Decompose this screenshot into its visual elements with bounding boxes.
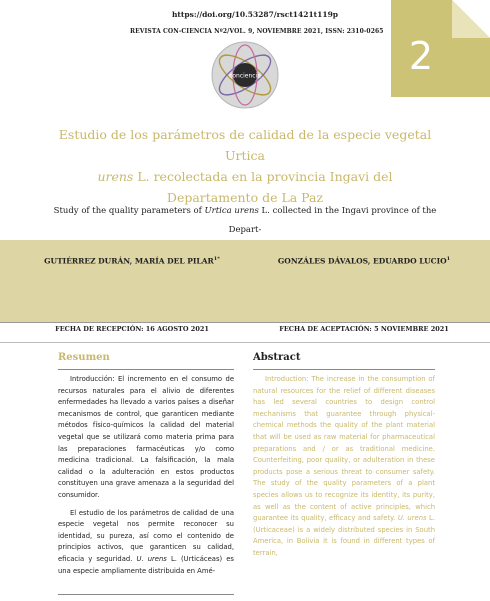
journal-logo: [210, 40, 280, 110]
divider: [253, 369, 435, 370]
page-fold-icon: [452, 0, 490, 38]
resumen-heading: Resumen: [58, 352, 110, 363]
title-en-part2: L. collected in the Ingavi province of the Depart-: [228, 206, 437, 235]
divider: [58, 594, 234, 595]
accepted-date: FECHA DE ACEPTACIÓN: 5 NOVIEMBRE 2021: [279, 325, 449, 333]
resumen-paragraph-2: El estudio de los parámetros de calidad de una especie vegetal nos permite reconocer su identidad, su pureza, así como el contenido de principios activos, que garanticen su calidad, eficacia y seguridad. U. urens L. (Urticáceas) es una especie ampliamente distribuida en Amé-: [58, 508, 234, 575]
title-es-part1: Estudio de los parámetros de calidad de la especie vegetal Urtica: [58, 127, 432, 163]
abstract-heading: Abstract: [253, 352, 301, 363]
logo-text: conciencia: [229, 72, 261, 80]
abstract-column: [253, 352, 435, 560]
author-1: GUTIÉRREZ DURÁN, MARÍA DEL $PILAR^{1*}$: [44, 256, 220, 266]
authors-band: [0, 240, 490, 322]
abstract-paragraph-1: Introduction: The increase in the consumption of natural resources for the relief of different diseases has led several countries to design control mechanisms that guarantee through physical-chemical methods the quality of the plant material that will be used as raw material for pharmaceutical preparations and / or as traditional medicine. Counterfeiting, poor quality, or adulteration in these products pose a serious threat to consumer safety. The study of the quality parameters of a plant species allows us to recognize its identity, its purity, as well as the content of active principles, which guarantee its quality, efficacy and safety. U. urens L. (Urticaceae) is a widely distributed species in South America, in Bolivia it is found in different types of terrain,: [253, 375, 435, 557]
received-date: FECHA DE RECEPCIÓN: 16 AGOSTO 2021: [55, 325, 209, 333]
doi-link[interactable]: https://doi.org/10.53287/rsct1421t119p: [171, 10, 339, 19]
title-es-part2: L. recolectada en la provincia Ingavi del: [133, 169, 393, 184]
title-es-italic: urens: [97, 169, 134, 184]
divider: [58, 369, 234, 370]
journal-info: REVISTA CON-CIENCIA Nº2/VOL. 9, NOVIEMBRE 2021, ISSN: 2310-0265: [130, 28, 384, 35]
title-es-part3: Departamento de La Paz: [166, 190, 324, 205]
resumen-paragraph-1: Introducción: El incremento en el consumo de recursos naturales para el alivio de diferentes enfermedades ha llevado a varios países a diseñar mecanismos de control, que garanticen mediante métodos físico-químicos la calidad del material vegetal que se utilizará como materia prima para las preparaciones farmacéuticas y/o como medicina tradicional. La falsificación, la mala calidad o la adulteración en estos productos constituyen una grave amenaza a la seguridad del consumidor.: [58, 375, 234, 499]
title-en-part1: Study of the quality parameters of: [53, 206, 205, 216]
title-en-italic: Urtica urens: [204, 206, 259, 216]
divider: [0, 322, 490, 323]
divider: [0, 342, 490, 343]
author-2: GONZÁLES DÁVALOS, EDUARDO LUCIO$^1$: [277, 256, 451, 266]
article-title-es: [40, 124, 450, 208]
resumen-column: [58, 352, 234, 583]
section-number: 2: [408, 34, 434, 78]
